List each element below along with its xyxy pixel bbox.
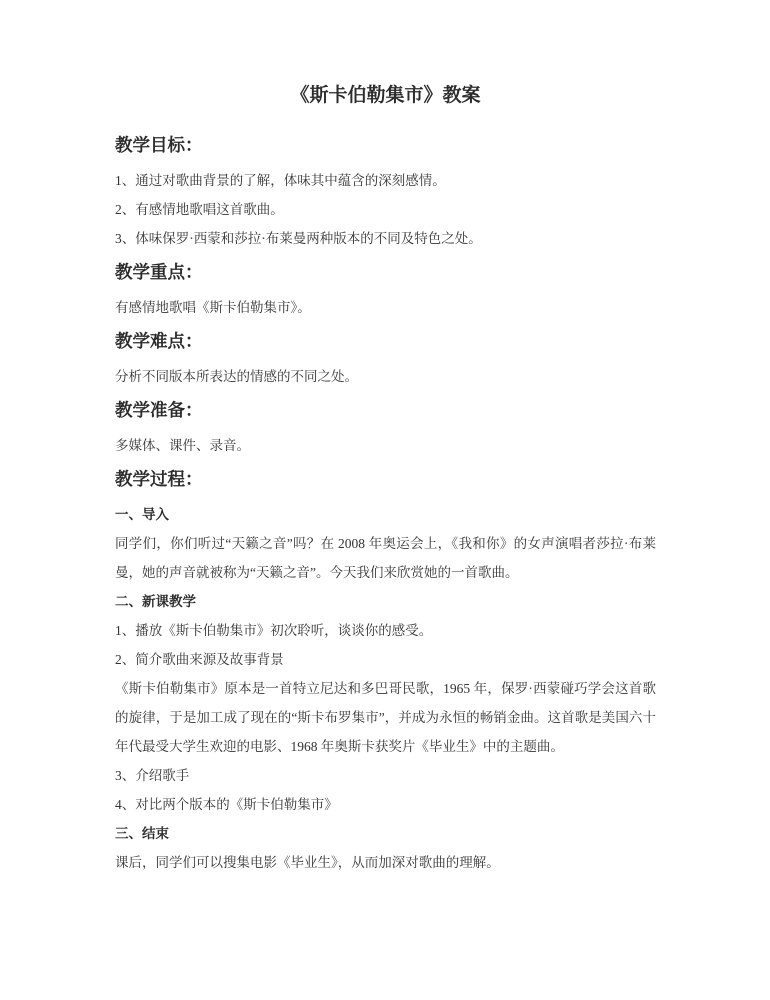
process-paragraph-conclusion: 课后，同学们可以搜集电影《毕业生》，从而加深对歌曲的理解。 bbox=[115, 855, 500, 870]
process-step-introduce-singer: 3、介绍歌手 bbox=[115, 768, 190, 783]
process-step-play-song: 1、播放《斯卡伯勒集市》初次聆听，谈谈你的感受。 bbox=[115, 623, 433, 638]
goal-item-2: 2、有感情地歌唱这首歌曲。 bbox=[115, 202, 284, 217]
process-paragraph-intro: 同学们，你们听过“天籁之音”吗？在 2008 年奥运会上，《我和你》的女声演唱者莎拉·布莱曼，她的声音就被称为“天籁之音”。今天我们来欣赏她的一首歌曲。 bbox=[115, 536, 656, 580]
section-heading-difficulties: 教学难点： bbox=[115, 331, 203, 351]
process-step-song-origin: 2、简介歌曲来源及故事背景 bbox=[115, 652, 284, 667]
section-heading-process: 教学过程： bbox=[115, 469, 203, 489]
section-heading-preparation: 教学准备： bbox=[115, 400, 203, 420]
section-heading-key-points: 教学重点： bbox=[115, 262, 203, 282]
difficulties-body: 分析不同版本所表达的情感的不同之处。 bbox=[115, 369, 358, 384]
process-step-compare-versions: 4、对比两个版本的《斯卡伯勒集市》 bbox=[115, 797, 338, 812]
goal-item-1: 1、通过对歌曲背景的了解，体味其中蕴含的深刻感情。 bbox=[115, 173, 446, 188]
goal-item-3: 3、体味保罗·西蒙和莎拉·布莱曼两种版本的不同及特色之处。 bbox=[115, 231, 482, 246]
section-heading-goals: 教学目标： bbox=[115, 135, 203, 155]
key-points-body: 有感情地歌唱《斯卡伯勒集市》。 bbox=[115, 300, 311, 315]
process-subheading-conclusion: 三、结束 bbox=[115, 826, 169, 841]
process-subheading-intro: 一、导入 bbox=[115, 507, 169, 522]
process-paragraph-song-background: 《斯卡伯勒集市》原本是一首特立尼达和多巴哥民歌，1965 年，保罗·西蒙碰巧学会这首歌的旋律，于是加工成了现在的“斯卡布罗集市”，并成为永恒的畅销金曲。这首歌是美国六十年代最受大学生欢迎的电影、1968 年奥斯卡获奖片《毕业生》中的主题曲。 bbox=[115, 681, 656, 754]
preparation-body: 多媒体、课件、录音。 bbox=[115, 438, 250, 453]
document-title: 《斯卡伯勒集市》教案 bbox=[290, 85, 481, 106]
process-subheading-new-lesson: 二、新课教学 bbox=[115, 594, 196, 609]
